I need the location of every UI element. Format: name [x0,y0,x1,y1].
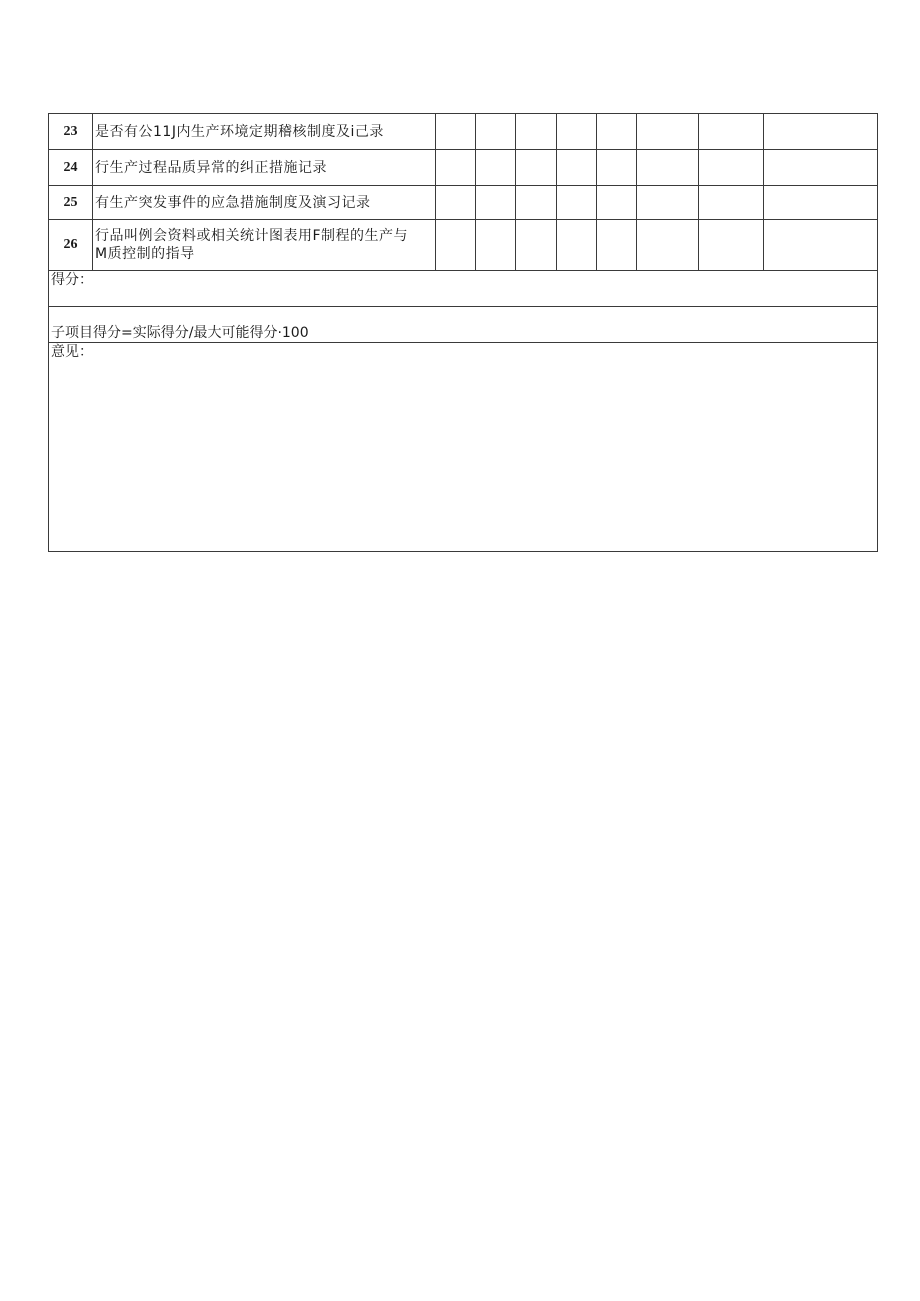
score-cell[interactable] [557,186,597,220]
score-cell[interactable] [699,186,764,220]
score-cell[interactable] [557,150,597,186]
item-description: 有生产突发事件的应急措施制度及演习记录 [93,186,436,220]
score-cell[interactable] [699,150,764,186]
item-description: 行生产过程品质异常的纠正措施记录 [93,150,436,186]
item-description [93,220,436,271]
remark-cell[interactable] [764,150,878,186]
score-row [49,271,878,307]
score-cell[interactable] [516,186,557,220]
score-cell[interactable] [516,114,557,150]
score-cell[interactable] [516,150,557,186]
remark-cell[interactable] [764,114,878,150]
table-row [49,220,878,271]
score-label: 得分： [49,271,878,307]
item-description-line: 行品叫例会资料或相关统计图表用F制程的生产与 [95,228,409,244]
table-row [49,186,878,220]
score-cell[interactable] [476,150,516,186]
score-cell[interactable] [557,114,597,150]
item-number: 24 [49,150,93,186]
score-cell[interactable] [436,220,476,271]
score-cell[interactable] [557,220,597,271]
audit-table [48,113,878,552]
score-cell[interactable] [699,114,764,150]
remark-cell[interactable] [764,220,878,271]
score-cell[interactable] [597,186,637,220]
table-row [49,150,878,186]
formula-row [49,307,878,343]
score-cell[interactable] [476,186,516,220]
score-cell[interactable] [597,150,637,186]
score-cell[interactable] [637,220,699,271]
opinion-label: 意见： [49,343,878,552]
remark-cell[interactable] [764,186,878,220]
score-cell[interactable] [597,220,637,271]
item-description-line: M质控制的指导 [95,246,195,262]
table-row [49,114,878,150]
score-cell[interactable] [476,114,516,150]
opinion-row [49,343,878,552]
score-cell[interactable] [476,220,516,271]
item-description: 是否有公11J内生产环境定期稽核制度及i己录 [93,114,436,150]
item-number: 26 [49,220,93,271]
score-cell[interactable] [637,186,699,220]
score-cell[interactable] [516,220,557,271]
score-cell[interactable] [637,114,699,150]
score-cell[interactable] [436,150,476,186]
score-cell[interactable] [436,186,476,220]
score-cell[interactable] [436,114,476,150]
formula-label: 子项目得分=实际得分/最大可能得分·100 [49,307,878,343]
score-cell[interactable] [699,220,764,271]
item-number: 25 [49,186,93,220]
item-number: 23 [49,114,93,150]
score-cell[interactable] [637,150,699,186]
score-cell[interactable] [597,114,637,150]
